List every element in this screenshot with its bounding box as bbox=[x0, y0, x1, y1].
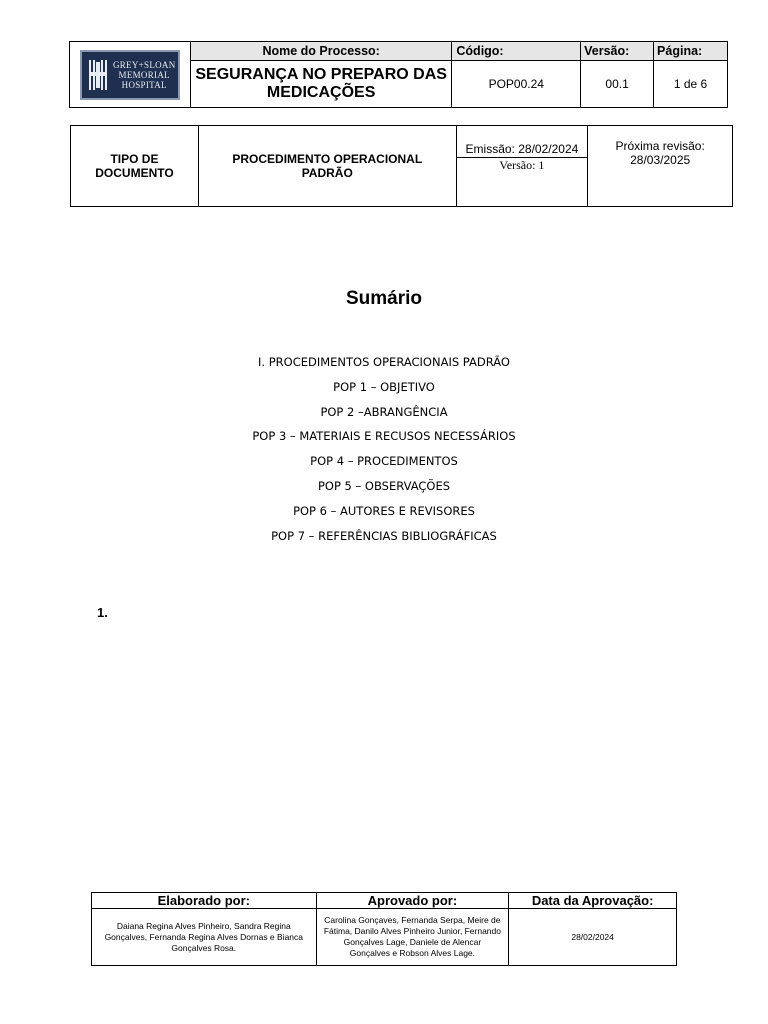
approved-by-label: Aprovado por: bbox=[316, 893, 509, 909]
hospital-logo bbox=[80, 50, 180, 100]
toc-item: POP 3 – MATERIAIS E RECUSOS NECESSÁRIOS bbox=[252, 429, 516, 444]
process-version: 00.1 bbox=[581, 61, 654, 108]
document-type-label: TIPO DE DOCUMENTO bbox=[71, 126, 199, 207]
logo-text bbox=[113, 60, 176, 90]
elaborated-by-label: Elaborado por: bbox=[92, 893, 317, 909]
toc-item: I. PROCEDIMENTOS OPERACIONAIS PADRÃO bbox=[258, 355, 510, 369]
approval-date: 28/02/2024 bbox=[509, 909, 677, 966]
process-code: POP00.24 bbox=[452, 61, 581, 108]
toc-item: POP 4 – PROCEDIMENTOS bbox=[310, 454, 458, 469]
next-review-label: Próxima revisão: bbox=[615, 139, 705, 153]
version-label: Versão: bbox=[581, 42, 654, 61]
document-version: Versão: 1 bbox=[456, 158, 588, 207]
logo-line-1: GREY+SLOAN bbox=[112, 59, 176, 70]
logo-line-2: MEMORIAL bbox=[118, 69, 170, 80]
code-label: Código: bbox=[452, 42, 581, 61]
toc-item: POP 6 – AUTORES E REVISORES bbox=[293, 503, 475, 518]
document-info-table bbox=[70, 125, 733, 207]
page-label: Página: bbox=[654, 42, 728, 61]
page-number: 1 de 6 bbox=[654, 61, 728, 108]
elaborated-by: Daiana Regina Alves Pinheiro, Sandra Regina Gonçalves, Fernanda Regina Alves Dornas e Bianca Gonçalves Rosa. bbox=[92, 909, 317, 966]
next-review-cell bbox=[588, 126, 733, 207]
header-table bbox=[69, 41, 728, 108]
process-name: SEGURANÇA NO PREPARO DAS MEDICAÇÕES bbox=[190, 61, 451, 108]
approval-date-label: Data da Aprovação: bbox=[509, 893, 677, 909]
next-review-date: 28/03/2025 bbox=[630, 153, 691, 167]
approved-by: Carolina Gonçaves, Fernanda Serpa, Meire de Fátima, Danilo Alves Pinheiro Junior, Fernando Gonçalves Lage, Daniele de Alencar Gonçalves e Robson Alves Lage. bbox=[316, 909, 509, 966]
toc-item: POP 2 –ABRANGÊNCIA bbox=[320, 404, 448, 419]
toc-item: POP 7 – REFERÊNCIAS BIBLIOGRÁFICAS bbox=[271, 528, 497, 543]
table-of-contents bbox=[0, 353, 768, 551]
logo-line-3: HOSPITAL bbox=[121, 79, 167, 90]
toc-item: POP 5 – OBSERVAÇÕES bbox=[317, 478, 451, 493]
logo-cell bbox=[70, 42, 191, 108]
toc-item: POP 1 – OBJETIVO bbox=[333, 379, 435, 394]
document-type-value: PROCEDIMENTO OPERACIONAL PADRÃO bbox=[198, 126, 456, 207]
approval-table bbox=[91, 892, 677, 966]
numbered-heading: 1. bbox=[97, 605, 108, 620]
cross-icon bbox=[87, 58, 109, 92]
process-label: Nome do Processo: bbox=[190, 42, 451, 61]
summary-title: Sumário bbox=[345, 288, 423, 309]
emission-date: Emissão: 28/02/2024 bbox=[456, 126, 588, 158]
